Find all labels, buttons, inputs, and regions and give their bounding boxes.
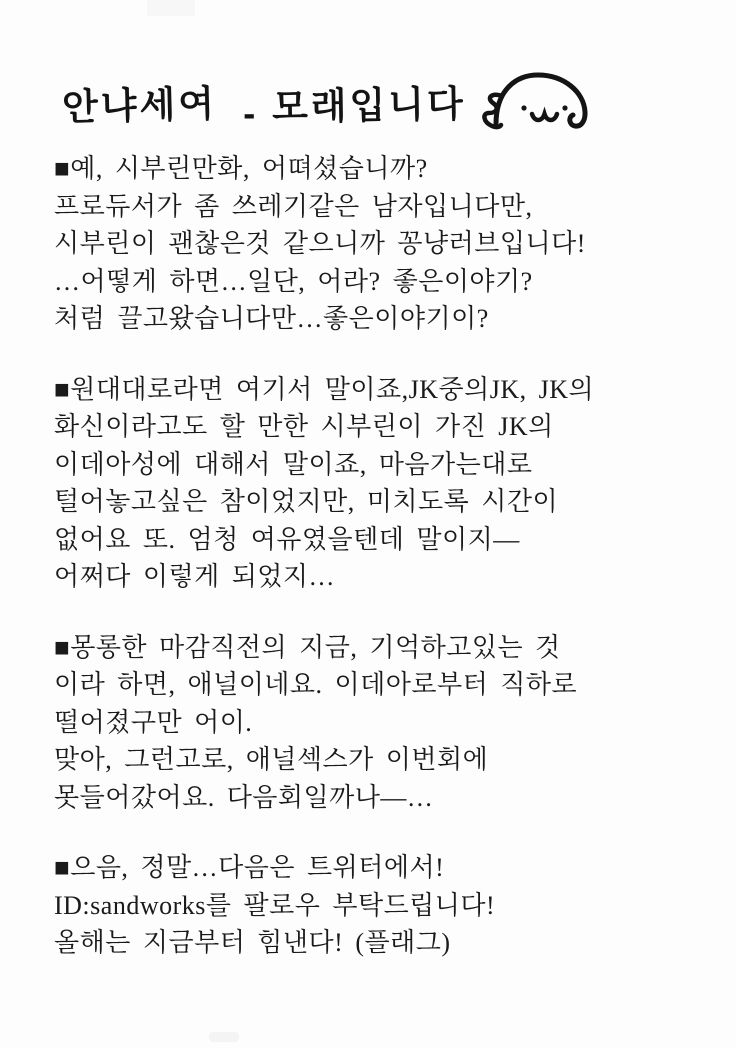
text-line: ■예, 시부린만화, 어뗘셨습니까? xyxy=(54,154,428,183)
handwritten-title xyxy=(62,70,594,134)
text-line: 떨어졌구만 어이. xyxy=(54,707,253,737)
text-line: 털어놓고싶은 참이었지만, 미치도록 시간이 xyxy=(54,487,559,516)
text-line: 화신이라고도 할 만한 시부린이 가진 JK의 xyxy=(54,412,554,441)
scan-smudge xyxy=(147,0,195,16)
scan-smudge xyxy=(209,1032,239,1042)
text-line: ID:sandworks를 팔로우 부탁드립니다! xyxy=(54,890,496,920)
paragraph-4 xyxy=(54,849,714,962)
text-line: …어떻게 하면…일단, 어라? 좋은이야기? xyxy=(54,266,533,296)
text-line: 이라 하면, 애널이네요. 이데아로부터 직하로 xyxy=(54,670,578,699)
text-line: 이데아성에 대해서 말이죠, 마음가는대로 xyxy=(54,449,533,479)
text-line: 없어요 또. 엄청 여유였을텐데 말이지— xyxy=(54,524,520,554)
text-line: 프로듀서가 좀 쓰레기같은 남자입니다만, xyxy=(54,191,533,221)
text-line: ■으음, 정말…다음은 트위터에서! xyxy=(54,853,445,882)
paragraph-1 xyxy=(54,150,714,338)
cat-face-doodle xyxy=(472,68,594,132)
text-line: 처럼 끌고왔습니다만…좋은이야기이? xyxy=(54,304,489,333)
title-name: 모래입니다 xyxy=(272,82,467,129)
text-line: 올해는 지금부터 힘낸다! (플래그) xyxy=(54,928,451,957)
title-separator: - xyxy=(242,97,259,133)
paragraph-2 xyxy=(54,371,714,596)
paragraph-3 xyxy=(54,629,714,817)
text-line: ■몽롱한 마감직전의 지금, 기억하고있는 것 xyxy=(54,632,561,662)
afterword-text xyxy=(54,150,714,995)
text-line: 시부린이 괜찮은것 같으니까 꽁냥러브입니다! xyxy=(54,229,586,258)
text-line: 못들어갔어요. 다음회일까나—… xyxy=(54,782,434,812)
title-greeting: 안냐세여 xyxy=(61,81,218,130)
text-line: 어쩌다 이렇게 되었지… xyxy=(54,562,336,591)
text-line: ■원대대로라면 여기서 말이죠,JK중의JK, JK의 xyxy=(54,374,595,404)
text-line: 맞아, 그런고로, 애널섹스가 이번회에 xyxy=(54,745,489,774)
